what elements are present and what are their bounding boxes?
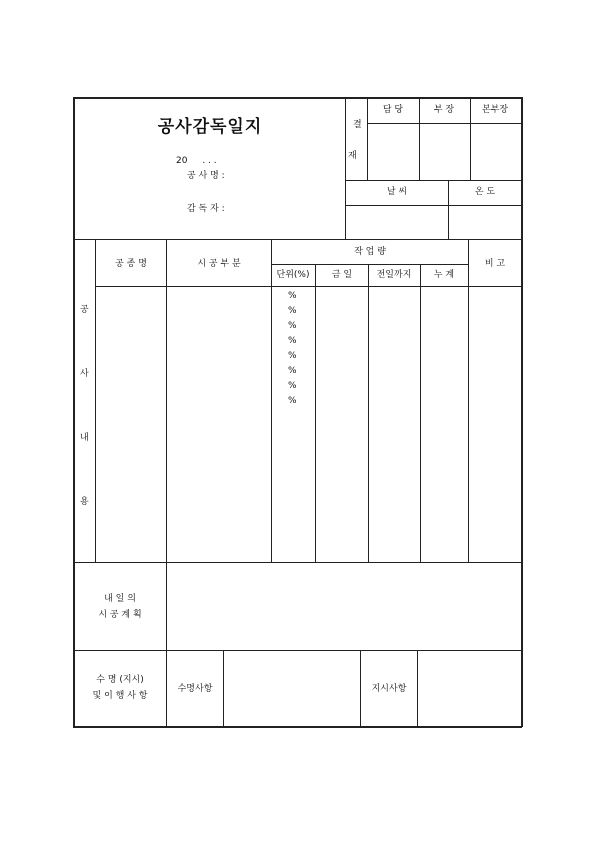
percent-mark: % [288,396,297,406]
instructions-field[interactable] [418,651,521,726]
weather-label: 날 씨 [386,187,408,197]
weather-field[interactable] [346,206,448,239]
temperature-label: 온 도 [474,187,496,197]
approval-role-staff: 담 당 [382,105,404,115]
approval-role-head: 본부장 [481,105,509,115]
col-work-type: 공 종 명 [115,259,147,269]
cumulative-field[interactable] [421,287,468,561]
supervisor-label: 감 독 자 : [187,204,225,214]
col-construction-part: 시 공 부 분 [197,259,241,269]
approval-sign-manager[interactable] [420,124,470,179]
date-line[interactable] [176,157,217,166]
date-prefix: 20 [176,156,188,166]
approval-role-manager: 부 장 [433,105,455,115]
col-remarks: 비 고 [484,259,506,269]
content-side-char-1: 공 [80,305,89,315]
remarks-field[interactable] [469,287,521,561]
percent-mark: % [288,306,297,316]
orders-label-line2: 및 이 행 사 항 [92,691,148,701]
tomorrow-plan-label-line1: 내 일 의 [104,594,136,604]
tomorrow-plan-field[interactable] [167,563,521,650]
percent-mark: % [288,366,297,376]
tomorrow-plan-label-line2: 시 공 계 획 [98,610,142,620]
content-side-char-2: 사 [80,369,89,379]
approval-side-label-1: 결 [353,120,362,130]
orders-label-line1: 수 명 (지시) [96,675,144,685]
col-unit: 단위(%) [276,270,310,280]
work-type-field[interactable] [96,287,166,561]
col-work-quantity: 작 업 량 [354,247,386,257]
percent-mark: % [288,336,297,346]
percent-mark: % [288,351,297,361]
approval-sign-staff[interactable] [368,124,419,179]
col-until-yesterday: 전일까지 [376,270,412,280]
page-title: 공사감독일지 [157,117,263,137]
percent-mark: % [288,321,297,331]
percent-marks [288,289,297,409]
today-field[interactable] [316,287,368,561]
approval-sign-head[interactable] [471,124,521,179]
col-cumulative: 누 계 [433,270,455,280]
temperature-field[interactable] [449,206,521,239]
date-dots: . . . [202,156,217,166]
until-yesterday-field[interactable] [369,287,420,561]
received-orders-label: 수명사항 [177,684,213,694]
construction-part-field[interactable] [167,287,271,561]
percent-mark: % [288,381,297,391]
content-side-char-3: 내 [80,433,89,443]
col-today: 금 일 [331,270,353,280]
approval-side-label-2: 재 [348,151,357,161]
content-side-char-4: 용 [80,497,89,507]
instructions-label: 지시사항 [371,684,407,694]
project-name-label: 공 사 명 : [187,171,225,181]
received-orders-field[interactable] [224,651,360,726]
percent-mark: % [288,291,297,301]
